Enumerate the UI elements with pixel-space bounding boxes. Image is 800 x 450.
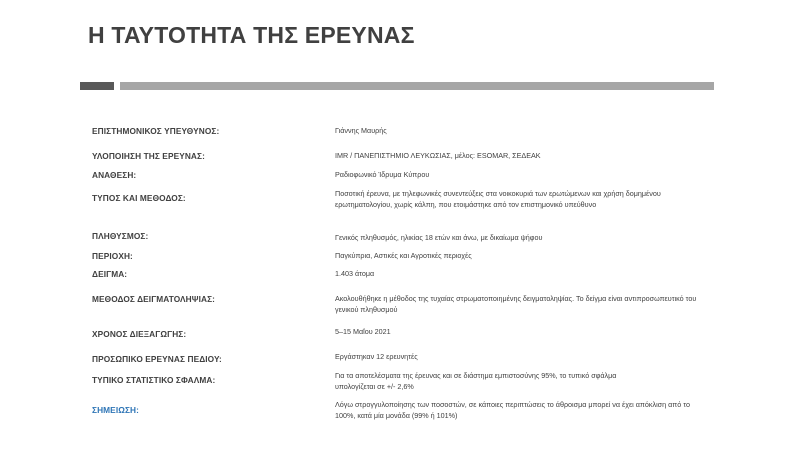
title-underline-accent xyxy=(80,82,114,90)
row-label: ΥΛΟΠΟΙΗΣΗ ΤΗΣ ΕΡΕΥΝΑΣ: xyxy=(92,151,205,161)
row-label: ΠΡΟΣΩΠΙΚΟ ΕΡΕΥΝΑΣ ΠΕΔΙΟΥ: xyxy=(92,354,222,364)
row-value: 1.403 άτομα xyxy=(335,269,375,278)
row-label: ΔΕΙΓΜΑ: xyxy=(92,269,128,279)
row-value: Ακολουθήθηκε η μέθοδος της τυχαίας στρωματοποιημένης δειγματοληψίας. Το δείγμα είναι αντιπροσωπευτικό του γενικού πληθυσμού xyxy=(335,294,697,314)
row-label: ΜΕΘΟΔΟΣ ΔΕΙΓΜΑΤΟΛΗΨΙΑΣ: xyxy=(92,294,216,304)
row-value: Για τα αποτελέσματα της έρευνας και σε διάστημα εμπιστοσύνης 95%, το τυπικό σφάλμα υπολογίζεται σε +/- 2,6% xyxy=(335,371,617,391)
note-label: ΣΗΜΕΙΩΣΗ: xyxy=(92,405,140,415)
row-label: ΠΛΗΘΥΣΜΟΣ: xyxy=(92,231,149,241)
page-title: Η ΤΑΥΤΟΤΗΤΑ ΤΗΣ ΕΡΕΥΝΑΣ xyxy=(88,22,415,48)
row-value: 5–15 Μαΐου 2021 xyxy=(335,327,391,336)
row-value: Παγκύπρια, Αστικές και Αγροτικές περιοχές xyxy=(335,251,472,260)
row-label: ΑΝΑΘΕΣΗ: xyxy=(92,170,137,180)
row-label: ΕΠΙΣΤΗΜΟΝΙΚΟΣ ΥΠΕΥΘΥΝΟΣ: xyxy=(92,126,220,136)
row-value: Γενικός πληθυσμός, ηλικίας 18 ετών και άνω, με δικαίωμα ψήφου xyxy=(335,233,543,242)
row-value: Ποσοτική έρευνα, με τηλεφωνικές συνεντεύξεις στα νοικοκυριά των ερωτώμενων και χρήση δομημένου ερωτηματολογίου, χωρίς κάλπη, που ετοιμάστηκε από τον επιστημονικό υπεύθυνο xyxy=(335,189,661,209)
row-label: ΠΕΡΙΟΧΗ: xyxy=(92,251,133,261)
row-label: ΧΡΟΝΟΣ ΔΙΕΞΑΓΩΓΗΣ: xyxy=(92,329,187,339)
note-value: Λόγω στρογγυλοποίησης των ποσοστών, σε κάποιες περιπτώσεις το άθροισμα μπορεί να έχει απόκλιση από το 100%, κατά μία μονάδα (99% ή 101%) xyxy=(335,400,690,420)
title-underline-bar xyxy=(120,82,714,90)
row-value: IMR / ΠΑΝΕΠΙΣΤΗΜΙΟ ΛΕΥΚΩΣΙΑΣ, μέλος: ESOMAR, ΣΕΔΕΑΚ xyxy=(335,151,541,160)
row-value: Εργάστηκαν 12 ερευνητές xyxy=(335,352,418,361)
row-value: Γιάννης Μαυρής xyxy=(335,126,387,135)
row-label: ΤΥΠΟΣ ΚΑΙ ΜΕΘΟΔΟΣ: xyxy=(92,193,186,203)
row-label: ΤΥΠΙΚΟ ΣΤΑΤΙΣΤΙΚΟ ΣΦΑΛΜΑ: xyxy=(92,375,216,385)
row-value: Ραδιοφωνικό Ίδρυμα Κύπρου xyxy=(335,170,430,179)
